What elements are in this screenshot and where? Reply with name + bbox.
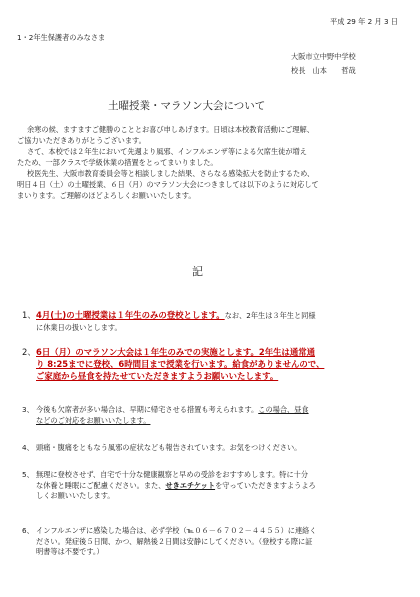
principal-name: 校長 山本 哲哉: [291, 66, 356, 75]
intro-line: 余寒の候、ますますご健勝のこととお喜び申しあげます。日頃は本校教育活動にご理解、: [27, 125, 314, 134]
item-text: 頭痛・腹痛をともなう風邪の症状なども報告されています。お気をつけください。: [36, 443, 302, 452]
page-title: 土曜授業・マラソン大会について: [108, 100, 266, 112]
intro-paragraph: [17, 124, 397, 201]
item-text: を守っていただきますようよろ: [215, 480, 316, 490]
item-number: 4、: [22, 443, 34, 452]
item-text: インフルエンザに感染した場合は、必ず学校（℡０６－６７０２－４４５５）に連絡く: [36, 526, 317, 535]
school-name: 大阪市立中野中学校: [291, 52, 356, 61]
item-emphasis: 4月(土)の土曜授業は１年生のみの登校とします。: [36, 310, 225, 320]
item-text: ださい。発症後５日間、かつ、解熱後２日間は安静にしてください。（登校する際に証: [36, 536, 313, 546]
item-text: なお、2年生は３年生と同様: [224, 311, 316, 320]
recipient: 1・2年生保護者のみなさま: [17, 33, 106, 42]
item-emphasis: ご家庭から昼食を持たせていただきますようお願いいたします。: [36, 371, 279, 381]
item-text-underlined: などのご対応をお願いいたします。: [36, 415, 151, 425]
item-number: 5、: [22, 470, 34, 479]
item-number: 3、: [22, 405, 34, 414]
item-number: 2、: [22, 347, 36, 357]
item-text: な休養と睡眠にご配慮ください。また、: [36, 480, 166, 490]
ki-heading: 記: [192, 265, 203, 278]
intro-line: ご協力いただきありがとうございます。: [17, 136, 146, 145]
item-text: 今後も欠席者が多い場合は、早期に帰宅させる措置も考えられます。: [36, 405, 259, 414]
item-number: 1、: [22, 310, 36, 320]
item-text: しくお願いいたします。: [36, 491, 115, 501]
item-number: 6、: [22, 526, 34, 535]
item-text: 明書等は不要です。）: [36, 547, 104, 557]
intro-line: たため、一部クラスで学級休業の措置をとってまいりました。: [17, 158, 218, 167]
item-text-underlined: この場合、昼食: [258, 405, 309, 414]
intro-line: さて、本校では２年生において先週より風邪、インフルエンザ等による欠席生徒が増え: [27, 147, 307, 156]
intro-line: 明日４日（土）の土曜授業、６日（月）のマラソン大会につきましては以下のように対応して: [17, 180, 319, 189]
item-text: に休業日の扱いとします。: [36, 323, 122, 332]
intro-line: まいります。ご理解のほどよろしくお願いいたします。: [17, 191, 196, 200]
document-date: 平成 29 年 2 月 3 日: [330, 17, 398, 26]
item-emphasis: 6日（月）のマラソン大会は１年生のみでの実施とします。2年生は通常通: [36, 347, 315, 357]
intro-line: 校医先生、大阪市教育委員会等と相談しました結果、さらなる感染拡大を防止するため、: [27, 169, 315, 178]
item-text: 無理に登校させず、自宅で十分な健康観察と早めの受診をおすすめします。特に十分: [36, 470, 309, 479]
item-emphasis: り 8:25までに登校、6時間目まで授業を行います。給食がありませんので、: [36, 359, 325, 369]
item-emphasis: せきエチケット: [165, 480, 216, 490]
